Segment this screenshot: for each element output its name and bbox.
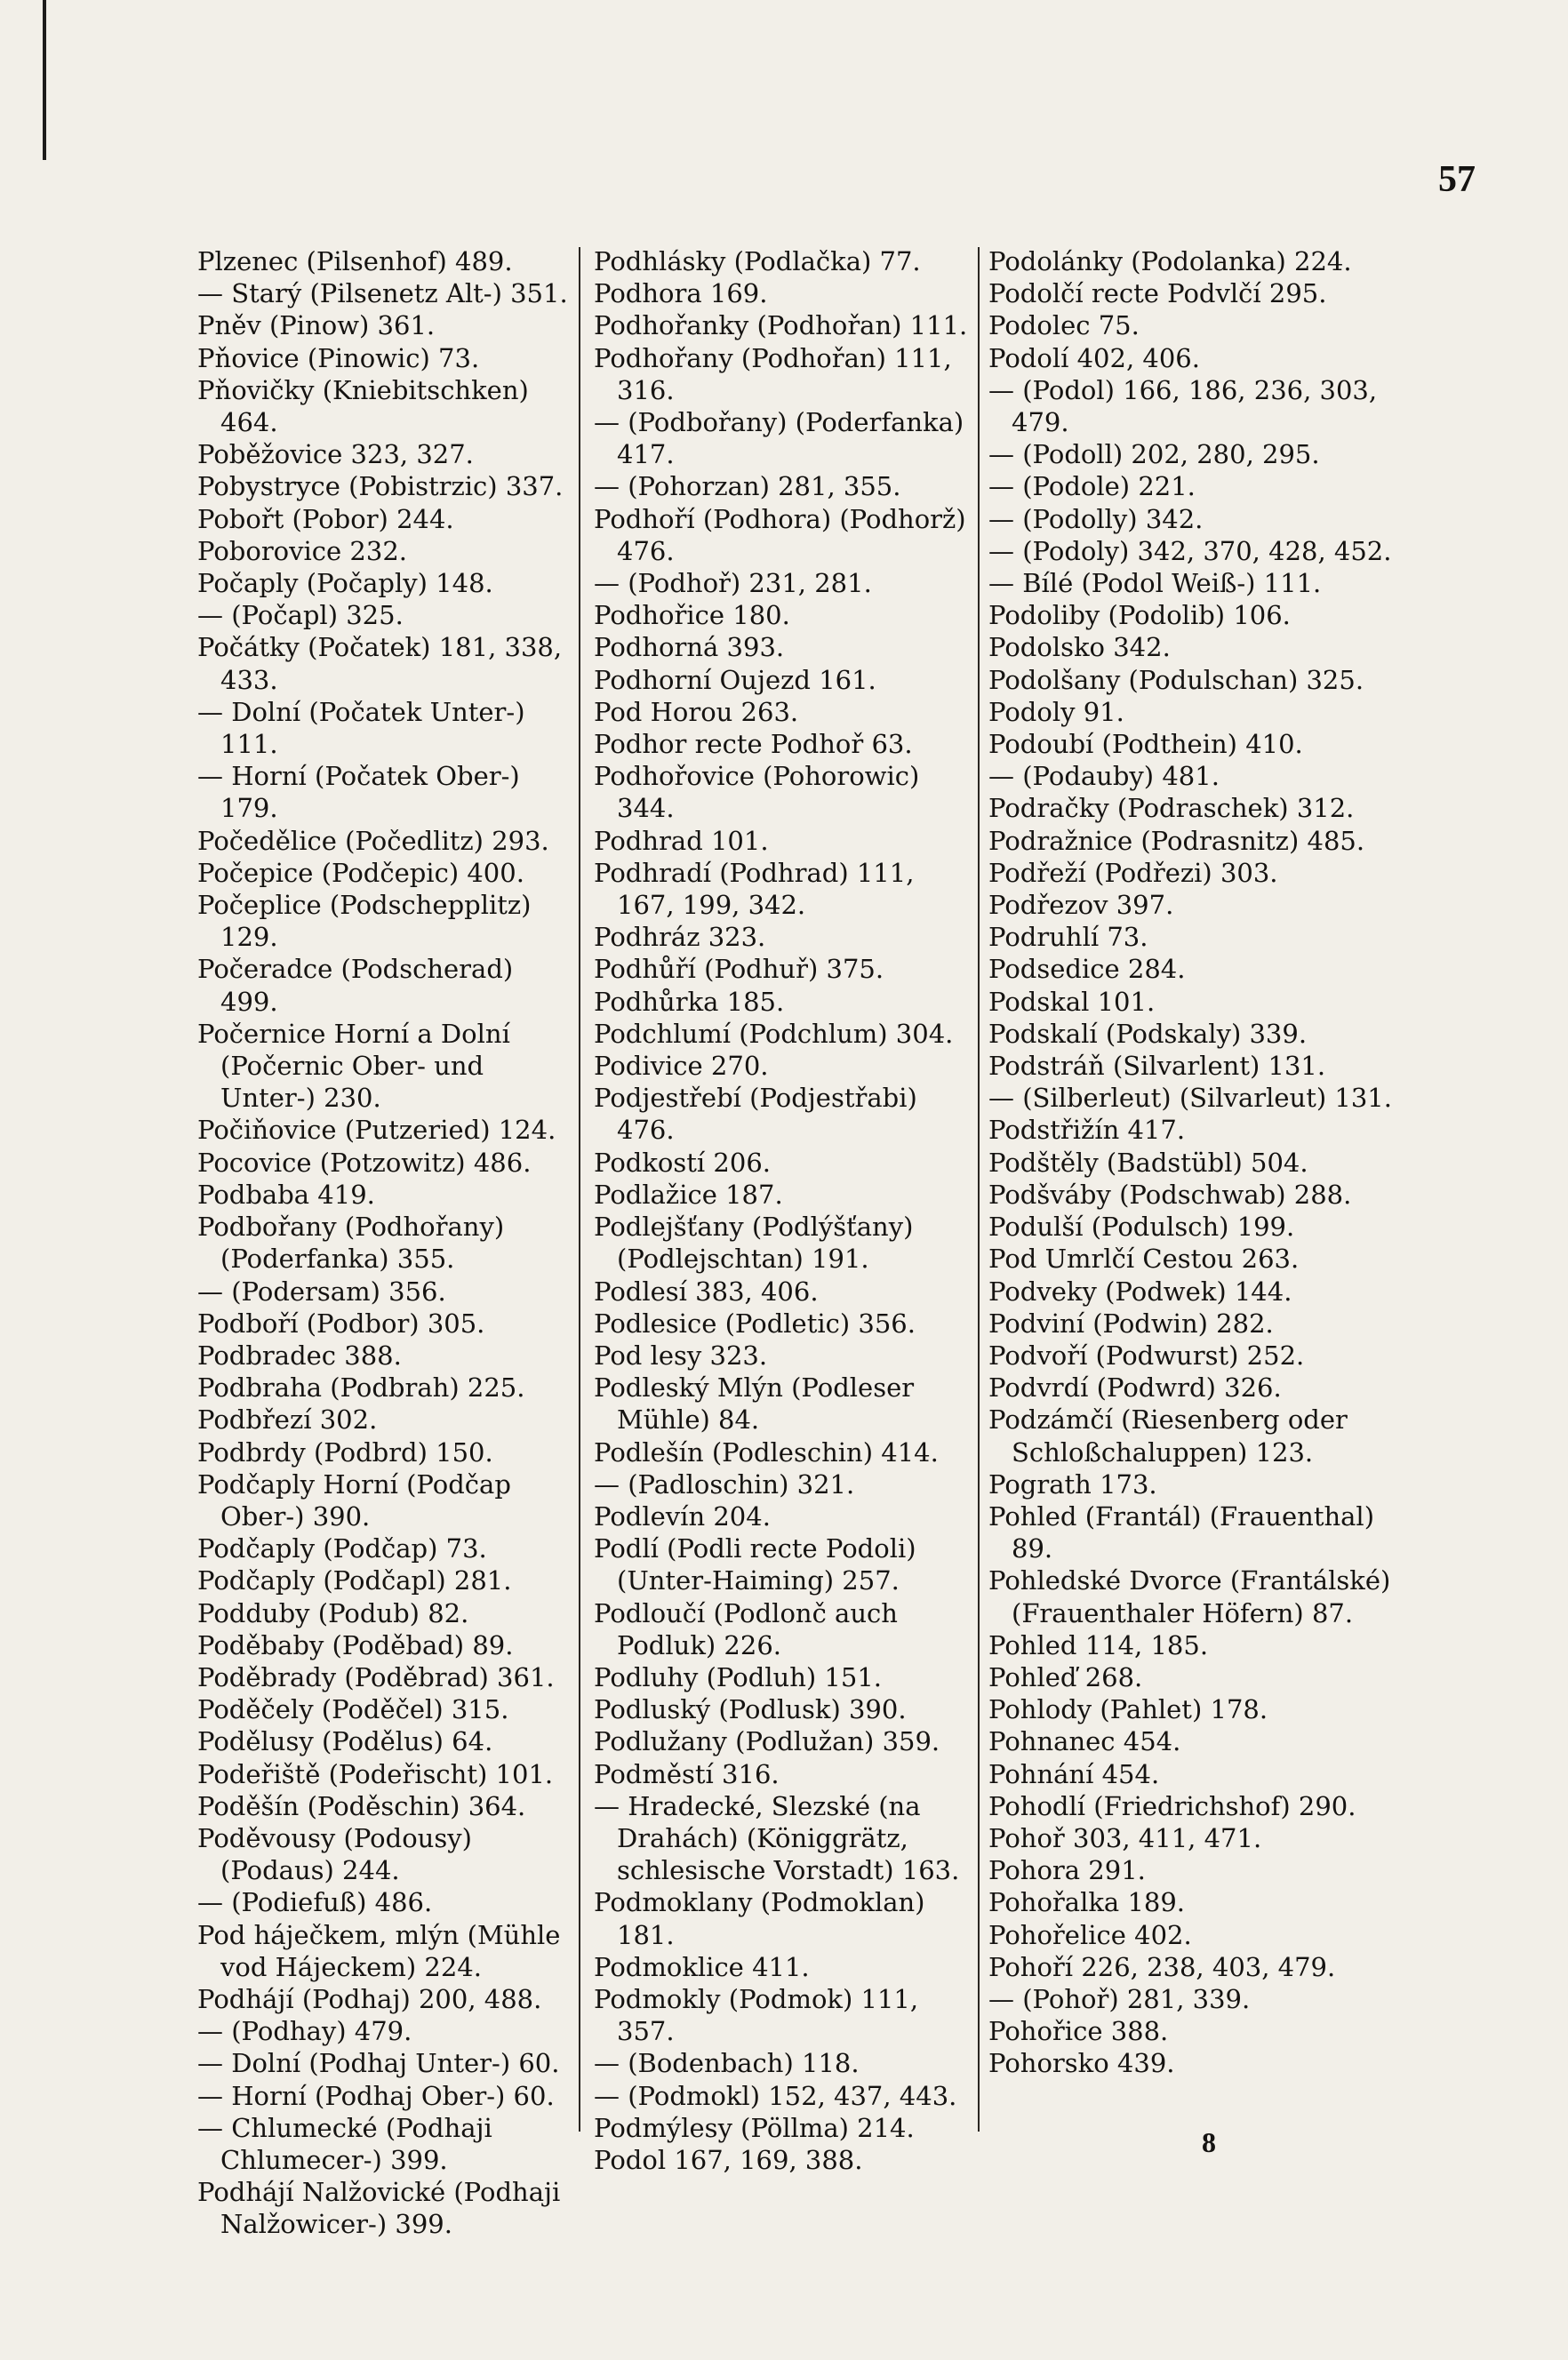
- index-entry: Počedělice (Počedlitz) 293.: [197, 825, 549, 856]
- index-entry: — (Podersam) 356.: [197, 1276, 446, 1307]
- index-column-3: [988, 245, 1397, 2080]
- index-entry: Podhůrka 185.: [594, 986, 785, 1017]
- index-entry: Poděvousy (Podousy) (Podaus) 244.: [197, 1822, 472, 1886]
- index-entry: Podlesice (Podletic) 356.: [594, 1308, 916, 1339]
- index-entry: Pohnání 454.: [988, 1758, 1160, 1789]
- index-entry: Počátky (Počatek) 181, 338, 433.: [197, 632, 563, 695]
- index-entry: Podbraha (Podbrah) 225.: [197, 1372, 525, 1404]
- index-entry: Pněv (Pinow) 361.: [197, 310, 436, 341]
- index-entry: Podmýlesy (Pöllma) 214.: [594, 2112, 915, 2143]
- index-entry: Podlejšťany (Podlýšťany) (Podlejschtan) 191.: [594, 1212, 914, 1275]
- index-entry: — (Padloschin) 321.: [594, 1468, 855, 1500]
- index-entry: Plzenec (Pilsenhof) 489.: [197, 246, 513, 276]
- index-entry: Počeradce (Podscherad) 499.: [197, 954, 514, 1017]
- index-entry: Podulší (Podulsch) 199.: [988, 1212, 1295, 1243]
- index-entry: — (Podole) 221.: [988, 471, 1196, 502]
- index-entry: Podřeží (Podřezi) 303.: [988, 857, 1278, 888]
- index-entry: — (Podhay) 479.: [197, 2016, 412, 2047]
- index-entry: Podmokly (Podmok) 111, 357.: [594, 1983, 919, 2047]
- index-entry: Podzámčí (Riesenberg oder Schloßchaluppen) 123.: [988, 1404, 1348, 1468]
- index-entry: — (Pohorzan) 281, 355.: [594, 471, 901, 502]
- index-entry: Poděšín (Poděschin) 364.: [197, 1790, 526, 1821]
- index-entry: Pohnanec 454.: [988, 1726, 1181, 1757]
- index-entry: Pňovice (Pinowic) 73.: [197, 342, 480, 373]
- index-entry: Podhájí Nalžovické (Podhaji Nalžowicer-) 399.: [197, 2177, 561, 2240]
- index-entry: Podhořice 180.: [594, 600, 790, 631]
- index-entry: Podolec 75.: [988, 310, 1140, 341]
- index-entry: Podoliby (Podolib) 106.: [988, 600, 1291, 631]
- column-divider-1: [579, 247, 580, 2132]
- printer-signature-mark: 8: [1202, 2126, 1216, 2158]
- index-entry: Podruhlí 73.: [988, 922, 1148, 953]
- index-entry: Pod háječkem, mlýn (Mühle vod Hájeckem) 224.: [197, 1919, 561, 1982]
- index-entry: Počernice Horní a Dolní (Počernic Ober- und Unter-) 230.: [197, 1018, 510, 1114]
- index-entry: Pohled 114, 185.: [988, 1629, 1209, 1660]
- index-entry: Podměstí 316.: [594, 1758, 780, 1789]
- index-entry: Podlí (Podli recte Podoli) (Unter-Haiming) 257.: [594, 1533, 916, 1596]
- index-entry: Pohorsko 439.: [988, 2048, 1175, 2079]
- index-entry: Podlevín 204.: [594, 1500, 771, 1532]
- index-entry: Podělusy (Podělus) 64.: [197, 1726, 493, 1757]
- index-entry: Pobořt (Pobor) 244.: [197, 503, 454, 534]
- index-entry: Podol 167, 169, 388.: [594, 2144, 863, 2175]
- index-entry: Podhoří (Podhora) (Podhorž) 476.: [594, 503, 966, 566]
- index-column-1: [197, 245, 573, 2241]
- index-entry: Podlažice 187.: [594, 1179, 783, 1210]
- index-entry: Podmoklice 411.: [594, 1951, 810, 1982]
- index-entry: Podlesí 383, 406.: [594, 1276, 819, 1307]
- index-entry: Poděbaby (Poděbad) 89.: [197, 1629, 514, 1660]
- index-entry: Podolsko 342.: [988, 632, 1171, 663]
- index-entry: Podmoklany (Podmoklan) 181.: [594, 1887, 925, 1950]
- index-entry: Podřezov 397.: [988, 890, 1174, 921]
- index-entry: Podhorní Oujezd 161.: [594, 664, 876, 695]
- index-entry: — (Podoly) 342, 370, 428, 452.: [988, 535, 1392, 566]
- index-entry: Podhor recte Podhoř 63.: [594, 729, 913, 760]
- index-entry: Podlešín (Podleschin) 414.: [594, 1436, 939, 1468]
- index-entry: Podskal 101.: [988, 986, 1156, 1017]
- index-entry: Podhorná 393.: [594, 632, 785, 663]
- index-entry: Podviní (Podwin) 282.: [988, 1308, 1274, 1339]
- index-entry: — Bílé (Podol Weiß-) 111.: [988, 568, 1322, 599]
- index-entry: — Chlumecké (Podhaji Chlumecer-) 399.: [197, 2112, 492, 2175]
- index-entry: Podbřezí 302.: [197, 1404, 378, 1436]
- index-entry: — (Podmokl) 152, 437, 443.: [594, 2080, 957, 2111]
- index-entry: Podhradí (Podhrad) 111, 167, 199, 342.: [594, 857, 915, 921]
- index-entry: Pohořice 388.: [988, 2016, 1169, 2047]
- index-entry: Podbaba 419.: [197, 1179, 375, 1210]
- index-entry: Podhůří (Podhuř) 375.: [594, 954, 884, 985]
- index-entry: Podhájí (Podhaj) 200, 488.: [197, 1983, 542, 2014]
- index-entry: — Horní (Podhaj Ober-) 60.: [197, 2080, 555, 2111]
- index-entry: Podšváby (Podschwab) 288.: [988, 1179, 1352, 1210]
- index-entry: Pohlody (Pahlet) 178.: [988, 1694, 1268, 1725]
- index-entry: Podhrad 101.: [594, 825, 769, 856]
- index-entry: Počepice (Podčepic) 400.: [197, 857, 524, 888]
- index-entry: Pohledské Dvorce (Frantálské) (Frauenthaler Höfern) 87.: [988, 1565, 1391, 1628]
- index-entry: Podchlumí (Podchlum) 304.: [594, 1018, 954, 1049]
- index-entry: Podštěly (Badstübl) 504.: [988, 1147, 1308, 1178]
- index-entry: — (Podoll) 202, 280, 295.: [988, 439, 1320, 470]
- index-entry: — (Podauby) 481.: [988, 761, 1220, 792]
- index-entry: Podčaply (Podčapl) 281.: [197, 1565, 512, 1596]
- index-entry: Podduby (Podub) 82.: [197, 1597, 469, 1628]
- index-entry: Podbořany (Podhořany) (Poderfanka) 355.: [197, 1212, 505, 1275]
- index-entry: Počiňovice (Putzeried) 124.: [197, 1115, 556, 1146]
- index-entry: — (Podol) 166, 186, 236, 303, 479.: [988, 374, 1378, 438]
- index-entry: Pohled (Frantál) (Frauenthal) 89.: [988, 1500, 1375, 1564]
- index-entry: — Horní (Počatek Ober-) 179.: [197, 761, 520, 824]
- index-entry: Pocovice (Potzowitz) 486.: [197, 1147, 532, 1178]
- page-edge-mark: [43, 0, 46, 160]
- index-entry: Pobystryce (Pobistrzic) 337.: [197, 471, 564, 502]
- index-entry: Podbrdy (Podbrd) 150.: [197, 1436, 493, 1468]
- column-divider-2: [978, 247, 980, 2132]
- index-entry: — (Podbořany) (Poderfanka) 417.: [594, 407, 964, 470]
- index-entry: Pohoří 226, 238, 403, 479.: [988, 1951, 1336, 1982]
- index-entry: Podlužany (Podlužan) 359.: [594, 1726, 940, 1757]
- index-entry: Podskalí (Podskaly) 339.: [988, 1018, 1308, 1049]
- index-entry: Poděbrady (Poděbrad) 361.: [197, 1661, 555, 1692]
- index-entry: Podhořovice (Pohorowic) 344.: [594, 761, 920, 824]
- index-entry: Podvrdí (Podwrd) 326.: [988, 1372, 1282, 1404]
- index-entry: — (Pohoř) 281, 339.: [988, 1983, 1251, 2014]
- index-entry: Podluský (Podlusk) 390.: [594, 1694, 907, 1725]
- index-entry: Podsedice 284.: [988, 954, 1186, 985]
- index-entry: Podeřiště (Podeřischt) 101.: [197, 1758, 554, 1789]
- index-entry: — (Bodenbach) 118.: [594, 2048, 860, 2079]
- index-entry: — Dolní (Podhaj Unter-) 60.: [197, 2048, 560, 2079]
- index-entry: — (Podiefuß) 486.: [197, 1887, 433, 1918]
- index-entry: Podčaply (Podčap) 73.: [197, 1533, 487, 1564]
- index-entry: Podbradec 388.: [197, 1340, 402, 1371]
- index-entry: Počeplice (Podschepplitz) 129.: [197, 890, 532, 953]
- index-entry: Pograth 173.: [988, 1468, 1157, 1500]
- index-entry: — Starý (Pilsenetz Alt-) 351.: [197, 278, 568, 309]
- index-entry: Podstřižín 417.: [988, 1115, 1186, 1146]
- index-entry: Podolí 402, 406.: [988, 342, 1200, 373]
- index-entry: Podvoří (Podwurst) 252.: [988, 1340, 1305, 1371]
- index-entry: Podoubí (Podthein) 410.: [988, 729, 1303, 760]
- index-entry: Podkostí 206.: [594, 1147, 771, 1178]
- index-entry: — (Silberleut) (Silvarleut) 131.: [988, 1083, 1392, 1114]
- index-entry: Podleský Mlýn (Podleser Mühle) 84.: [594, 1372, 915, 1436]
- index-entry: Podveky (Podwek) 144.: [988, 1276, 1292, 1307]
- index-entry: Pod lesy 323.: [594, 1340, 768, 1371]
- index-entry: Podhlásky (Podlačka) 77.: [594, 246, 921, 276]
- index-entry: Poděčely (Poděčel) 315.: [197, 1694, 509, 1725]
- index-entry: Podloučí (Podlonč auch Podluk) 226.: [594, 1597, 898, 1660]
- index-entry: Podjestřebí (Podjestřabi) 476.: [594, 1083, 917, 1146]
- index-entry: Podhora 169.: [594, 278, 768, 309]
- index-entry: Pohoř 303, 411, 471.: [988, 1822, 1262, 1853]
- index-entry: — (Podolly) 342.: [988, 503, 1204, 534]
- index-entry: Pod Horou 263.: [594, 696, 799, 727]
- index-entry: Poborovice 232.: [197, 535, 407, 566]
- index-entry: Pod Umrlčí Cestou 263.: [988, 1244, 1300, 1275]
- page-number: 57: [1438, 159, 1476, 200]
- index-entry: Podhořany (Podhořan) 111, 316.: [594, 342, 952, 405]
- index-entry: Podluhy (Podluh) 151.: [594, 1661, 882, 1692]
- index-entry: Pňovičky (Kniebitschken) 464.: [197, 374, 529, 438]
- index-entry: Podolšany (Podulschan) 325.: [988, 664, 1364, 695]
- index-entry: Podboří (Podbor) 305.: [197, 1308, 485, 1339]
- index-entry: Pohleď 268.: [988, 1661, 1143, 1692]
- index-entry: — Hradecké, Slezské (na Drahách) (Königgrätz, schlesische Vorstadt) 163.: [594, 1790, 960, 1886]
- index-entry: Podolčí recte Podvlčí 295.: [988, 278, 1327, 309]
- index-entry: Podolánky (Podolanka) 224.: [988, 246, 1352, 276]
- index-entry: Poběžovice 323, 327.: [197, 439, 474, 470]
- index-entry: Podhráz 323.: [594, 922, 766, 953]
- index-entry: Pohodlí (Friedrichshof) 290.: [988, 1790, 1356, 1821]
- index-entry: Podražnice (Podrasnitz) 485.: [988, 825, 1365, 856]
- index-entry: — (Počapl) 325.: [197, 600, 404, 631]
- index-entry: Podivice 270.: [594, 1051, 769, 1082]
- index-entry: — (Podhoř) 231, 281.: [594, 568, 872, 599]
- index-column-2: [594, 245, 972, 2176]
- index-entry: Podračky (Podraschek) 312.: [988, 793, 1355, 824]
- index-entry: Podhořanky (Podhořan) 111.: [594, 310, 968, 341]
- index-entry: Pohora 291.: [988, 1855, 1146, 1886]
- index-entry: Podčaply Horní (Podčap Ober-) 390.: [197, 1468, 511, 1532]
- index-entry: Podoly 91.: [988, 696, 1124, 727]
- index-entry: Počaply (Počaply) 148.: [197, 568, 493, 599]
- index-entry: — Dolní (Počatek Unter-) 111.: [197, 696, 525, 760]
- index-entry: Pohořelice 402.: [988, 1919, 1192, 1950]
- index-entry: Podstráň (Silvarlent) 131.: [988, 1051, 1326, 1082]
- index-entry: Pohořalka 189.: [988, 1887, 1186, 1918]
